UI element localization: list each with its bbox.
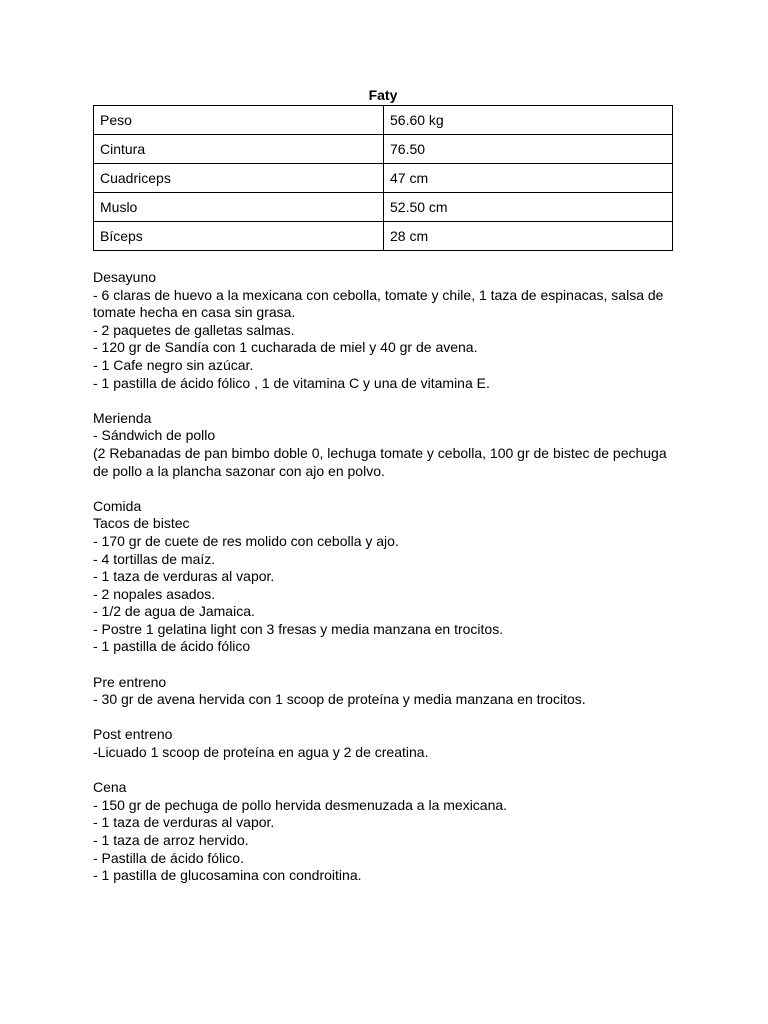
measurement-label: Bíceps bbox=[94, 222, 384, 251]
measurement-value: 76.50 bbox=[384, 135, 673, 164]
meal-line: - Postre 1 gelatina light con 3 fresas y media manzana en trocitos. bbox=[93, 620, 504, 637]
meal-line: - 1 pastilla de ácido fólico , 1 de vitamina C y una de vitamina E. bbox=[93, 374, 490, 391]
meal-section-merienda bbox=[93, 410, 673, 480]
measurement-value: 28 cm bbox=[384, 222, 673, 251]
table-row bbox=[94, 135, 673, 164]
meal-line: - 1 Cafe negro sin azúcar. bbox=[93, 356, 254, 373]
meal-line: - Sándwich de pollo bbox=[93, 427, 216, 444]
meal-line: - 1/2 de agua de Jamaica. bbox=[93, 603, 255, 620]
meal-subheading: Tacos de bistec bbox=[93, 515, 190, 532]
meal-section-desayuno bbox=[93, 269, 673, 392]
meal-line: - 4 tortillas de maíz. bbox=[93, 550, 216, 567]
table-row bbox=[94, 193, 673, 222]
section-heading: Merienda bbox=[93, 409, 152, 426]
measurement-label: Cintura bbox=[94, 135, 384, 164]
meal-line: (2 Rebanadas de pan bimbo doble 0, lechuga tomate y cebolla, 100 gr de bistec de pechuga de pollo a la plancha sazonar con ajo en polvo. bbox=[93, 444, 667, 479]
meal-line: - 170 gr de cuete de res molido con cebolla y ajo. bbox=[93, 532, 399, 549]
meal-line: - 6 claras de huevo a la mexicana con cebolla, tomate y chile, 1 taza de espinacas, salsa de tomate hecha en casa sin grasa. bbox=[93, 286, 664, 321]
meal-line: - 30 gr de avena hervida con 1 scoop de proteína y media manzana en trocitos. bbox=[93, 691, 586, 708]
section-heading: Pre entreno bbox=[93, 673, 167, 690]
meal-line: - Pastilla de ácido fólico. bbox=[93, 849, 244, 866]
section-heading: Post entreno bbox=[93, 726, 173, 743]
document-title: Faty bbox=[368, 87, 398, 103]
measurements-table bbox=[93, 105, 673, 251]
measurement-label: Cuadriceps bbox=[94, 164, 384, 193]
table-row bbox=[94, 222, 673, 251]
meal-line: - 120 gr de Sandía con 1 cucharada de miel y 40 gr de avena. bbox=[93, 339, 478, 356]
meal-line: - 1 pastilla de glucosamina con condroitina. bbox=[93, 867, 362, 884]
section-heading: Desayuno bbox=[93, 269, 157, 285]
section-heading: Cena bbox=[93, 779, 127, 796]
meal-plan bbox=[93, 269, 673, 885]
meal-line: - 1 pastilla de ácido fólico bbox=[93, 638, 251, 655]
meal-line: -Licuado 1 scoop de proteína en agua y 2 de creatina. bbox=[93, 744, 429, 761]
section-heading: Comida bbox=[93, 497, 142, 514]
meal-section-post-entreno bbox=[93, 726, 673, 761]
meal-line: - 2 nopales asados. bbox=[93, 585, 216, 602]
meal-section-cena bbox=[93, 779, 673, 885]
measurement-label: Peso bbox=[94, 106, 384, 135]
meal-section-comida bbox=[93, 498, 673, 656]
measurement-label: Muslo bbox=[94, 193, 384, 222]
meal-line: - 1 taza de verduras al vapor. bbox=[93, 568, 275, 585]
measurement-value: 47 cm bbox=[384, 164, 673, 193]
table-row bbox=[94, 106, 673, 135]
measurement-value: 56.60 kg bbox=[384, 106, 673, 135]
table-row bbox=[94, 164, 673, 193]
meal-line: - 2 paquetes de galletas salmas. bbox=[93, 321, 295, 338]
document-page bbox=[93, 86, 673, 902]
meal-line: - 150 gr de pechuga de pollo hervida desmenuzada a la mexicana. bbox=[93, 796, 508, 813]
meal-section-pre-entreno bbox=[93, 674, 673, 709]
measurement-value: 52.50 cm bbox=[384, 193, 673, 222]
meal-line: - 1 taza de arroz hervido. bbox=[93, 832, 249, 848]
meal-line: - 1 taza de verduras al vapor. bbox=[93, 814, 275, 831]
